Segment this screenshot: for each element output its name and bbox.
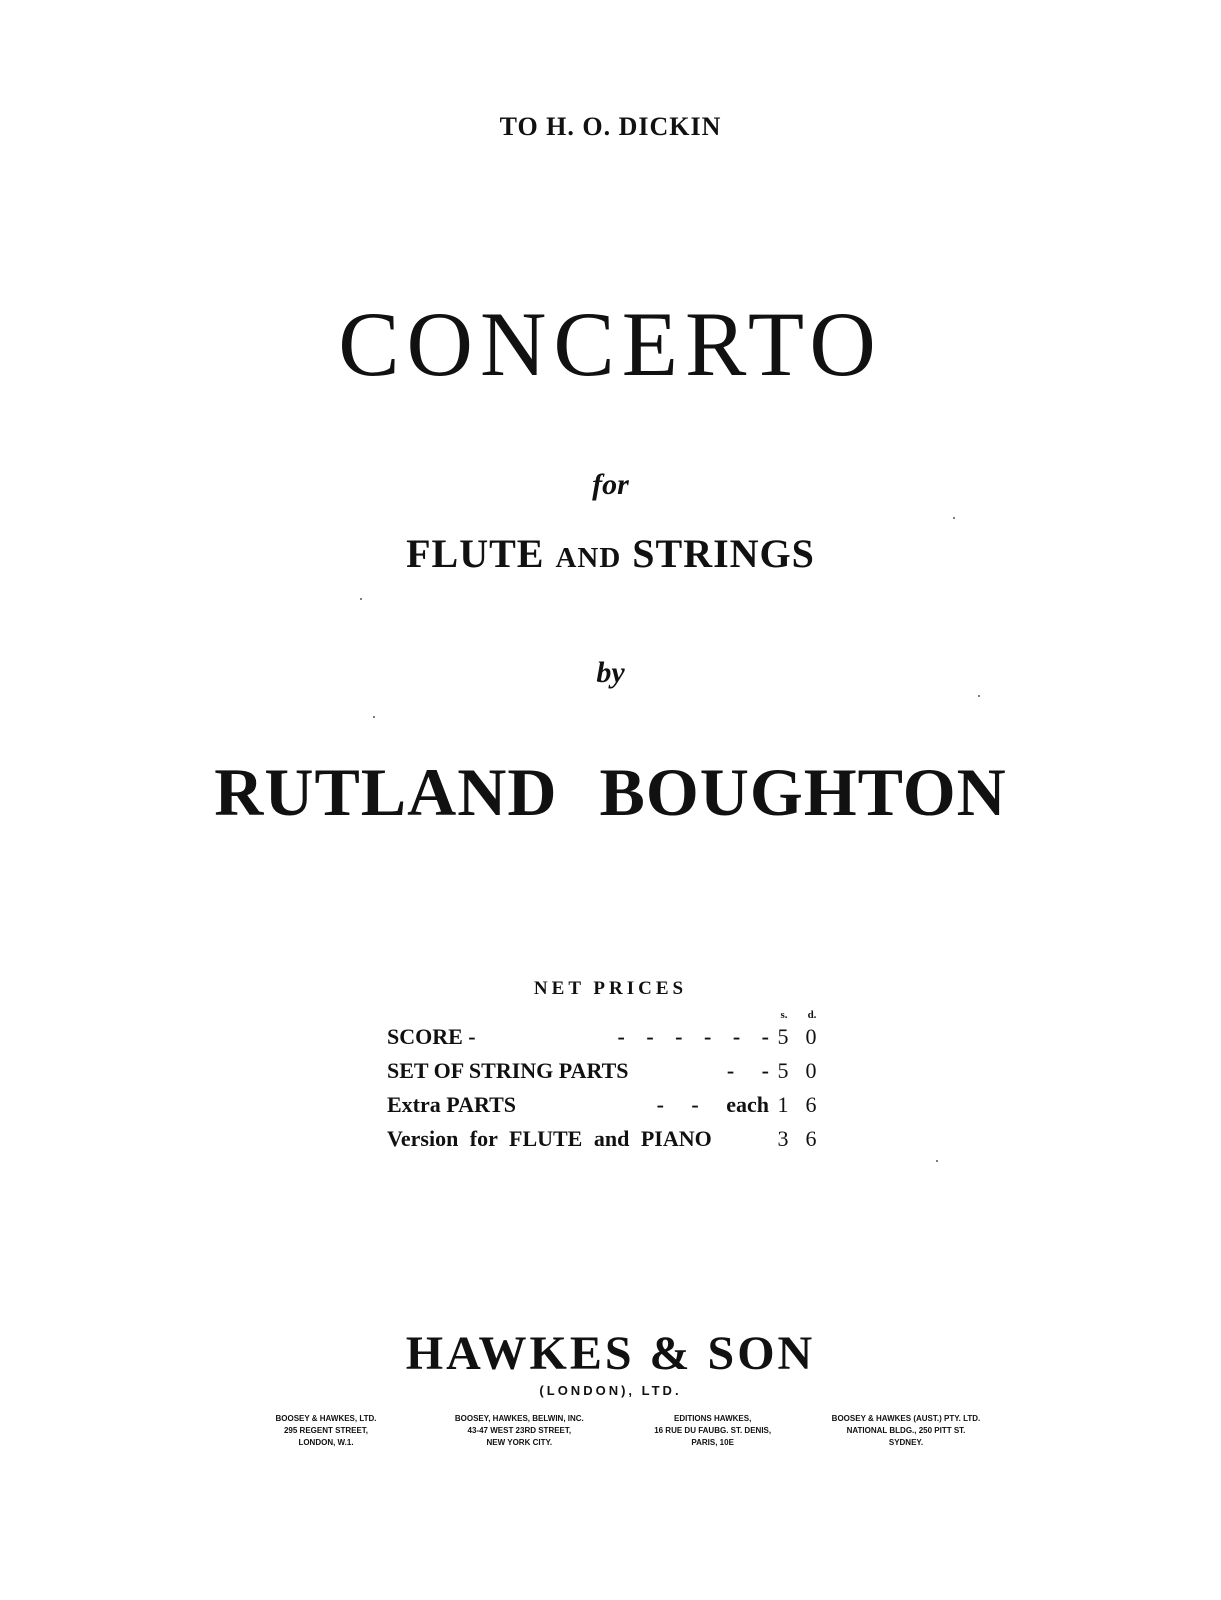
composer-name: RUTLAND BOUGHTON bbox=[214, 754, 1007, 830]
publisher-addresses bbox=[236, 1413, 996, 1449]
address-line: BOOSEY, HAWKES, BELWIN, INC. bbox=[454, 1414, 584, 1423]
price-row-score bbox=[387, 1024, 827, 1058]
address-line: 295 REGENT STREET, bbox=[283, 1426, 369, 1435]
scan-speck bbox=[953, 517, 955, 519]
dedication: TO H. O. DICKIN bbox=[499, 112, 722, 141]
publisher-name: HAWKES & SON bbox=[405, 1327, 816, 1380]
address-line: 16 RUE DU FAUBG. ST. DENIS, bbox=[654, 1426, 772, 1435]
address-sydney bbox=[816, 1413, 996, 1449]
price-label: SCORE - bbox=[387, 1024, 476, 1049]
price-row-string-parts bbox=[387, 1058, 827, 1092]
price-leader: - - each bbox=[656, 1092, 769, 1117]
price-label: SET OF STRING PARTS bbox=[387, 1058, 629, 1083]
address-line: BOOSEY & HAWKES (AUST.) PTY. LTD. bbox=[831, 1414, 981, 1423]
address-line: LONDON, W.1. bbox=[298, 1438, 354, 1447]
address-line: SYDNEY. bbox=[888, 1438, 924, 1447]
publisher-subtitle: (LONDON), LTD. bbox=[539, 1383, 682, 1398]
price-leader: - - - - - - bbox=[617, 1024, 769, 1049]
currency-shillings: s. bbox=[780, 1009, 788, 1021]
by-word: by bbox=[596, 656, 625, 689]
scan-speck bbox=[373, 716, 375, 718]
price-pence: 6 bbox=[805, 1126, 817, 1151]
for-word: for bbox=[592, 468, 629, 501]
address-line: NEW YORK CITY. bbox=[486, 1438, 553, 1447]
instrumentation-strings: STRINGS bbox=[632, 531, 815, 576]
address-paris bbox=[623, 1413, 803, 1449]
price-row-piano-version bbox=[387, 1126, 827, 1160]
title: CONCERTO bbox=[338, 293, 883, 395]
price-shillings: 5 bbox=[777, 1058, 789, 1083]
price-shillings: 5 bbox=[777, 1024, 789, 1049]
address-line: EDITIONS HAWKES, bbox=[673, 1414, 752, 1423]
price-label: Extra PARTS bbox=[387, 1092, 516, 1117]
instrumentation-and: AND bbox=[555, 542, 622, 574]
address-line: BOOSEY & HAWKES, LTD. bbox=[275, 1414, 377, 1423]
instrumentation bbox=[0, 530, 1221, 577]
price-list bbox=[387, 1024, 827, 1160]
price-leader: - - bbox=[726, 1058, 769, 1083]
address-line: NATIONAL BLDG., 250 PITT ST. bbox=[846, 1426, 966, 1435]
instrumentation-flute: FLUTE bbox=[406, 531, 545, 576]
scan-speck bbox=[978, 695, 980, 697]
currency-header bbox=[770, 1009, 830, 1021]
address-new-york bbox=[429, 1413, 609, 1449]
currency-pence: d. bbox=[807, 1009, 817, 1021]
address-line: 43-47 WEST 23RD STREET, bbox=[467, 1426, 572, 1435]
price-pence: 0 bbox=[805, 1024, 817, 1049]
scan-speck bbox=[360, 598, 362, 600]
address-line: PARIS, 10E bbox=[691, 1438, 734, 1447]
address-london bbox=[236, 1413, 416, 1449]
price-shillings: 1 bbox=[777, 1092, 789, 1117]
price-row-extra-parts bbox=[387, 1092, 827, 1126]
price-pence: 0 bbox=[805, 1058, 817, 1083]
price-label: Version for FLUTE and PIANO bbox=[387, 1126, 712, 1151]
net-prices-heading: NET PRICES bbox=[533, 978, 688, 999]
price-shillings: 3 bbox=[777, 1126, 789, 1151]
price-pence: 6 bbox=[805, 1092, 817, 1117]
scan-speck bbox=[936, 1160, 938, 1162]
